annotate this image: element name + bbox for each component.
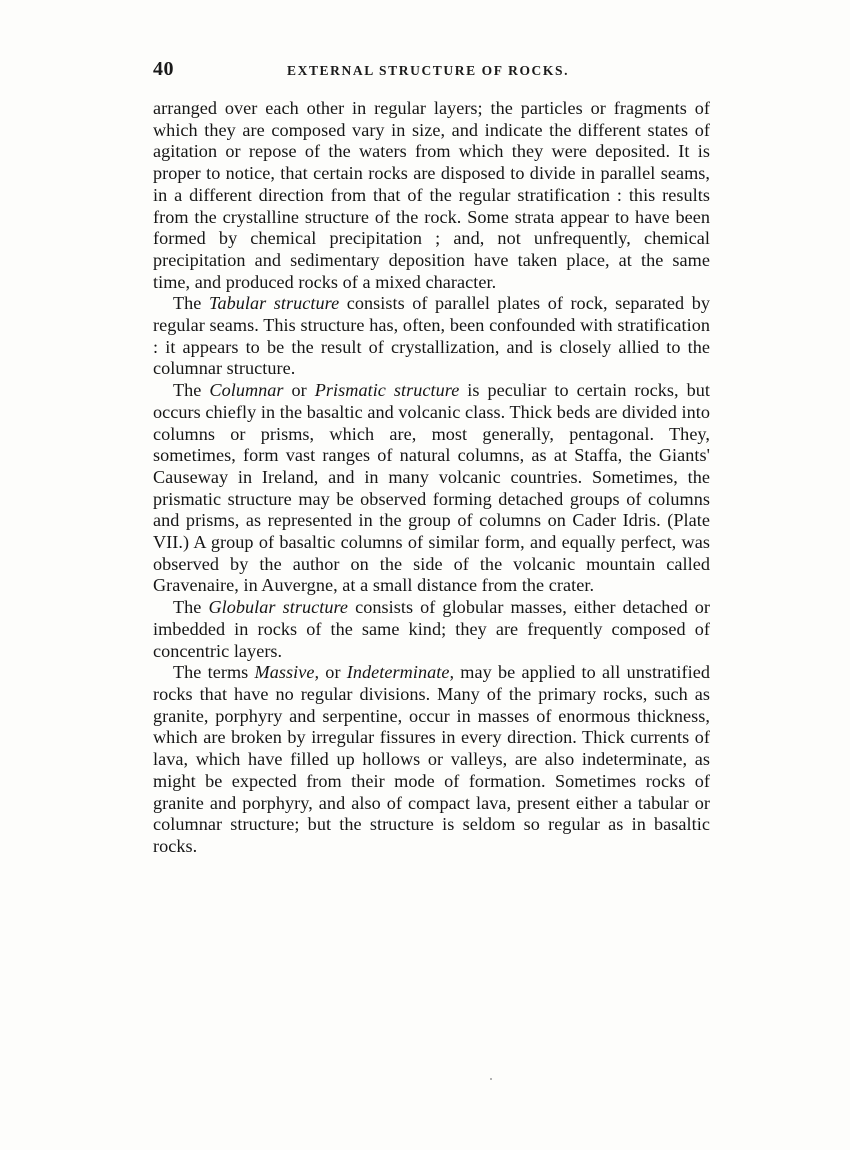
- paragraph-text: The terms: [173, 662, 255, 683]
- paragraph-globular-structure: [153, 597, 710, 662]
- paragraph-text: The: [173, 293, 209, 314]
- paragraph-text: may be applied to all unstratified rocks that have no regular divisions. Many of the primary rocks, such as granite, porphyry and serpentine, occur in masses of enormous thickness, which are broken by irregular fissures in every direction. Thick currents of lava, which have filled up hollows or valleys, are also indeterminate, as might be expected from their mode of formation. Sometimes rocks of granite and porphyry, and also of compact lava, present either a tabular or columnar structure; but the structure is seldom so regular as in basaltic rocks.: [153, 662, 711, 856]
- term-prismatic-structure: Prismatic structure: [314, 380, 460, 401]
- page-header: [153, 58, 710, 86]
- term-massive: Massive,: [254, 662, 320, 683]
- paragraph-text: is peculiar to certain rocks, but occurs chiefly in the basaltic and volcanic class. Thick beds are divided into columns or prisms, which are, most generally, pentagonal. They, sometimes, form vast ranges of natural columns, as at Staffa, the Giants' Causeway in Ireland, and in many volcanic countries. Sometimes, the prismatic structure may be observed forming detached groups of columns and prisms, as represented in the group of columns on Cader Idris. (Plate VII.) A group of basaltic columns of similar form, and equally perfect, was observed by the author on the side of the volcanic mountain called Gravenaire, in Auvergne, at a small distance from the crater.: [153, 380, 711, 596]
- paragraph-massive-indeterminate: [153, 662, 710, 857]
- paragraph-text: consists of globular masses, either detached or imbedded in rocks of the same kind; they are frequently composed of concentric layers.: [153, 597, 710, 661]
- paragraph-continued: [153, 98, 710, 293]
- running-head: EXTERNAL STRUCTURE OF ROCKS.: [287, 63, 570, 78]
- body-text: [153, 98, 710, 858]
- paragraph-text: consists of parallel plates of rock, separated by regular seams. This structure has, often, been confounded with stratification : it appears to be the result of crystallization, and is closely allied to the columnar structure.: [153, 293, 710, 379]
- paragraph-tabular-structure: [153, 293, 710, 380]
- paragraph-text: arranged over each other in regular layers; the particles or fragments of which they are composed vary in size, and indicate the different states of agitation or repose of the waters from which they were deposited. It is proper to notice, that certain rocks are disposed to divide in parallel seams, in a different direction from that of the regular stratification : this results from the crystalline structure of the rock. Some strata appear to have been formed by chemical precipitation ; and, not unfrequently, chemical precipitation and sedimentary deposition have taken place, at the same time, and produced rocks of a mixed character.: [153, 98, 710, 292]
- paragraph-text: or: [283, 380, 315, 401]
- paper-speck: [490, 1078, 492, 1080]
- paragraph-text: The: [173, 597, 209, 618]
- term-globular-structure: Globular structure: [208, 597, 349, 618]
- page-number: 40: [153, 58, 174, 80]
- term-columnar: Columnar: [209, 380, 284, 401]
- term-indeterminate: Indeterminate,: [346, 662, 455, 683]
- paragraph-columnar-structure: [153, 380, 710, 597]
- paragraph-text: The: [173, 380, 210, 401]
- term-tabular-structure: Tabular structure: [208, 293, 340, 314]
- paragraph-text: or: [319, 662, 347, 683]
